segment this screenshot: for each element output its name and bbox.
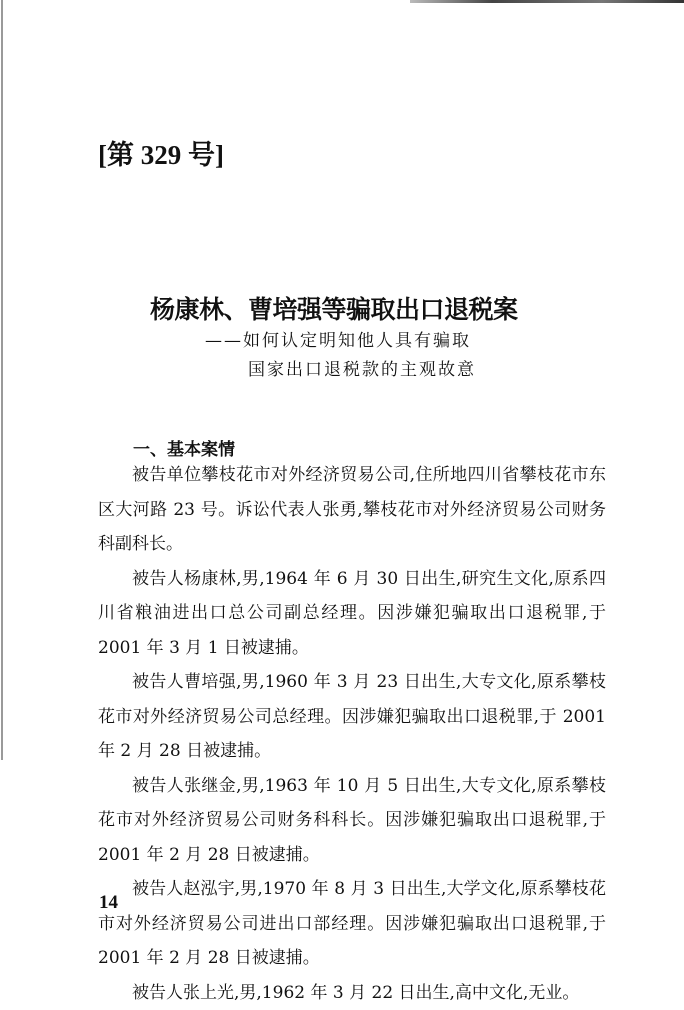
case-title: 杨康林、曹培强等骗取出口退税案 xyxy=(150,290,518,326)
page-edge-line xyxy=(1,0,3,760)
case-number: [第 329 号] xyxy=(98,133,224,172)
subtitle-line-1: ——如何认定明知他人具有骗取 xyxy=(205,326,471,351)
paragraph: 被告人曹培强,男,1960 年 3 月 23 日出生,大专文化,原系攀枝花市对外经济贸易公司总经理。因涉嫌犯骗取出口退税罪,于 2001 年 2 月 28 日被逮捕。 xyxy=(98,665,606,769)
paragraph: 被告人赵泓宇,男,1970 年 8 月 3 日出生,大学文化,原系攀枝花市对外经济贸易公司进出口部经理。因涉嫌犯骗取出口退税罪,于 2001 年 2 月 28 日被逮捕。 xyxy=(98,872,606,976)
subtitle-line-2: 国家出口退税款的主观故意 xyxy=(248,355,476,380)
top-scan-rule xyxy=(410,0,684,3)
page-number: 14 xyxy=(99,892,118,914)
paragraph: 被告人张上光,男,1962 年 3 月 22 日出生,高中文化,无业。 xyxy=(98,976,606,1010)
paragraph: 被告单位攀枝花市对外经济贸易公司,住所地四川省攀枝花市东区大河路 23 号。诉讼代表人张勇,攀枝花市对外经济贸易公司财务科副科长。 xyxy=(98,458,606,562)
paragraph: 被告人杨康林,男,1964 年 6 月 30 日出生,研究生文化,原系四川省粮油进出口总公司副总经理。因涉嫌犯骗取出口退税罪,于 2001 年 3 月 1 日被逮捕。 xyxy=(98,562,606,666)
paragraph: 被告人张继金,男,1963 年 10 月 5 日出生,大专文化,原系攀枝花市对外经济贸易公司财务科科长。因涉嫌犯骗取出口退税罪,于 2001 年 2 月 28 日被逮捕。 xyxy=(98,769,606,873)
section-heading: 一、基本案情 xyxy=(133,435,235,460)
body-text xyxy=(98,458,606,1010)
